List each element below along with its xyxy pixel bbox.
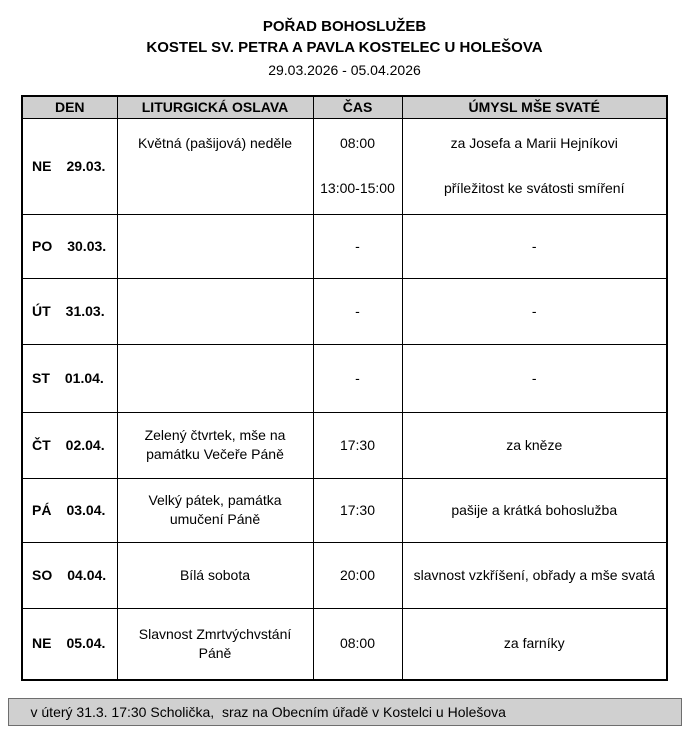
day-date: 03.04. — [66, 501, 106, 518]
celebration-cell: Bílá sobota — [117, 542, 313, 608]
celebration-cell: Velký pátek, památka umučení Páně — [117, 478, 313, 542]
intention-entry: příležitost ke svátosti smíření — [443, 180, 625, 196]
day-cell — [22, 478, 117, 542]
intention-cell: za farníky — [402, 608, 667, 680]
day-label — [32, 157, 113, 176]
day-label — [32, 302, 113, 321]
column-header-umysl: ÚMYSL MŠE SVATÉ — [402, 96, 667, 118]
day-label — [32, 237, 113, 256]
day-abbr: ÚT — [32, 302, 51, 319]
table-row — [22, 478, 667, 542]
day-date: 05.04. — [66, 635, 106, 652]
celebration-cell — [117, 344, 313, 412]
table-row — [22, 344, 667, 412]
table-row — [22, 278, 667, 344]
day-abbr: PÁ — [32, 501, 52, 518]
celebration-cell — [117, 278, 313, 344]
day-cell — [22, 412, 117, 478]
day-date: 29.03. — [66, 157, 106, 174]
intention-entry: za Josefa a Marii Hejníkovi — [450, 135, 618, 151]
day-cell — [22, 542, 117, 608]
day-abbr: NE — [32, 157, 52, 174]
day-date: 30.03. — [67, 237, 107, 254]
intention-cell: - — [402, 278, 667, 344]
day-label — [32, 501, 113, 520]
column-header-cas: ČAS — [313, 96, 402, 118]
day-label — [32, 369, 113, 388]
day-abbr: ČT — [32, 436, 51, 453]
day-cell — [22, 344, 117, 412]
celebration-spacer — [122, 179, 309, 198]
schedule-table — [21, 95, 668, 681]
intention-cell: pašije a krátká bohoslužba — [402, 478, 667, 542]
time-cell: 20:00 — [313, 542, 402, 608]
column-header-den: DEN — [22, 96, 117, 118]
time-cell: - — [313, 344, 402, 412]
day-abbr: NE — [32, 635, 52, 652]
intention-cell: - — [402, 214, 667, 278]
day-abbr: PO — [32, 237, 53, 254]
day-cell — [22, 118, 117, 214]
day-date: 31.03. — [65, 302, 105, 319]
celebration-cell — [117, 214, 313, 278]
day-abbr: SO — [32, 566, 53, 583]
table-row — [22, 608, 667, 680]
day-label — [32, 436, 113, 455]
time-cell: - — [313, 278, 402, 344]
table-header-row — [22, 96, 667, 118]
time-cell — [313, 118, 402, 214]
time-cell: - — [313, 214, 402, 278]
celebration-cell: Zelený čtvrtek, mše na památku Večeře Páně — [117, 412, 313, 478]
intention-cell: - — [402, 344, 667, 412]
page-title: POŘAD BOHOSLUŽEB — [262, 18, 427, 35]
table-row — [22, 214, 667, 278]
document-header — [0, 0, 689, 80]
day-cell — [22, 608, 117, 680]
intention-cell: slavnost vzkříšení, obřady a mše svatá — [402, 542, 667, 608]
day-cell — [22, 214, 117, 278]
footer-note: v úterý 31.3. 17:30 Scholička, sraz na Obecním úřadě v Kostelci u Holešova — [8, 698, 682, 726]
day-date: 01.04. — [64, 369, 104, 386]
day-label — [32, 566, 113, 585]
day-date: 04.04. — [67, 566, 107, 583]
celebration-cell: Slavnost Zmrtvýchvstání Páně — [117, 608, 313, 680]
day-abbr: ST — [32, 369, 50, 386]
time-entry: 08:00 — [339, 135, 376, 151]
column-header-liturgicka-oslava: LITURGICKÁ OSLAVA — [117, 96, 313, 118]
time-cell: 17:30 — [313, 478, 402, 542]
table-row — [22, 412, 667, 478]
date-range: 29.03.2026 - 05.04.2026 — [268, 62, 421, 78]
day-date: 02.04. — [65, 436, 105, 453]
day-label — [32, 634, 113, 653]
time-entry: 13:00-15:00 — [320, 180, 395, 196]
table-row — [22, 542, 667, 608]
celebration-text: Květná (pašijová) neděle — [137, 135, 293, 151]
page-subtitle: KOSTEL SV. PETRA A PAVLA KOSTELEC U HOLEŠOVA — [146, 39, 543, 56]
intention-cell: za kněze — [402, 412, 667, 478]
table-row — [22, 118, 667, 214]
celebration-cell — [117, 118, 313, 214]
day-cell — [22, 278, 117, 344]
time-cell: 17:30 — [313, 412, 402, 478]
intention-cell — [402, 118, 667, 214]
time-cell: 08:00 — [313, 608, 402, 680]
